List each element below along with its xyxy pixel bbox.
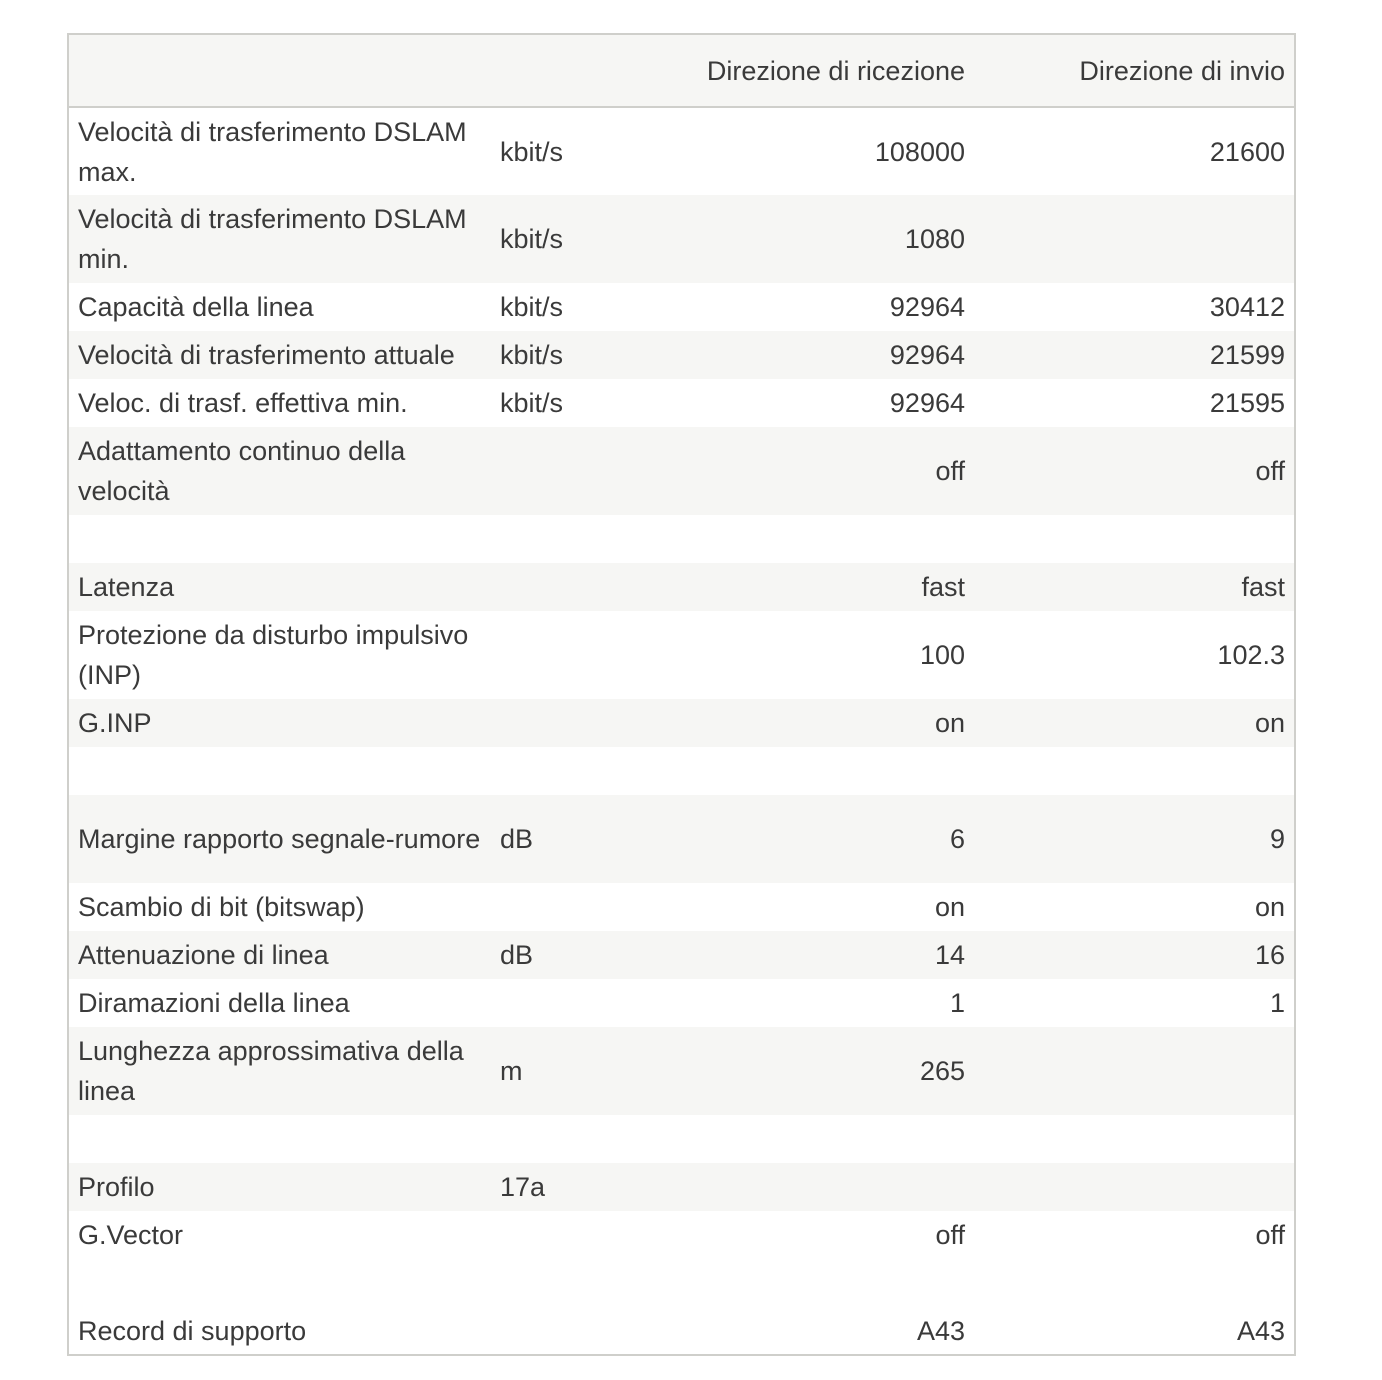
row-unit [491, 427, 641, 515]
row-rx-value: 265 [919, 1056, 965, 1086]
table-row [68, 795, 1295, 883]
row-rx-value: 1080 [904, 224, 965, 254]
spacer-cell [68, 747, 1295, 795]
row-rx-value: off [935, 456, 965, 486]
row-tx-value: on [1254, 892, 1285, 922]
row-label: Veloc. di trasf. effettiva min. [78, 388, 408, 418]
row-unit [491, 563, 641, 611]
row-rx-value: 6 [949, 824, 965, 854]
table-row [68, 699, 1295, 747]
row-tx-value: 30412 [1209, 292, 1285, 322]
row-rx-value: 92964 [889, 388, 965, 418]
table-row [68, 931, 1295, 979]
row-label: Lunghezza approssimativa della linea [78, 1036, 464, 1106]
spacer-cell [68, 515, 1295, 563]
row-unit: dB [500, 940, 534, 970]
row-label: Attenuazione di linea [78, 940, 329, 970]
row-tx-value: 102.3 [1217, 640, 1285, 670]
table-row [68, 1307, 1295, 1355]
table-header-row [68, 34, 1295, 107]
dsl-info-table [67, 33, 1296, 1356]
table-row [68, 563, 1295, 611]
table-row [68, 883, 1295, 931]
row-label: Record di supporto [78, 1315, 307, 1346]
row-rx-value: 92964 [889, 292, 965, 322]
spacer-cell [68, 1115, 1295, 1163]
row-label: Profilo [78, 1172, 155, 1202]
row-tx-value: 21600 [1209, 136, 1285, 167]
row-tx-value: 16 [1254, 940, 1285, 970]
row-label: Latenza [78, 572, 175, 602]
table-row [68, 1211, 1295, 1259]
header-label [68, 34, 491, 107]
row-tx-value [974, 1163, 1295, 1211]
row-unit [491, 883, 641, 931]
row-unit: m [500, 1056, 523, 1086]
spacer-row [68, 515, 1295, 563]
spacer-row [68, 1259, 1295, 1307]
row-unit: kbit/s [500, 388, 564, 418]
row-label: Capacità della linea [78, 292, 314, 322]
row-rx-value [641, 1163, 974, 1211]
row-unit: dB [500, 824, 534, 854]
table-row [68, 379, 1295, 427]
row-tx-value: fast [1241, 572, 1285, 602]
row-tx-value: on [1254, 708, 1285, 738]
row-tx-value [974, 195, 1295, 283]
spacer-cell [68, 1259, 1295, 1307]
row-unit [491, 1307, 641, 1355]
table-row [68, 611, 1295, 699]
table-row [68, 195, 1295, 283]
row-unit: kbit/s [500, 224, 564, 254]
table-row [68, 107, 1295, 195]
row-tx-value: 9 [1269, 824, 1285, 854]
header-unit [491, 34, 641, 107]
row-label: Adattamento continuo della velocità [78, 436, 406, 506]
row-label: Velocità di trasferimento DSLAM min. [78, 204, 467, 274]
table-row [68, 331, 1295, 379]
row-unit [491, 611, 641, 699]
row-rx-value: on [934, 892, 965, 922]
table-row [68, 427, 1295, 515]
row-rx-value: 100 [919, 640, 965, 670]
row-rx-value: A43 [916, 1315, 965, 1346]
row-label: Scambio di bit (bitswap) [78, 892, 365, 922]
header-receive-direction: Direzione di ricezione [641, 34, 974, 107]
row-rx-value: 92964 [889, 340, 965, 370]
row-tx-value: 1 [1269, 988, 1285, 1018]
row-tx-value: off [1255, 456, 1285, 486]
table-row [68, 283, 1295, 331]
row-unit: kbit/s [500, 340, 564, 370]
row-unit: 17a [500, 1172, 546, 1202]
row-label: G.Vector [78, 1220, 184, 1250]
table-row [68, 979, 1295, 1027]
row-rx-value: on [934, 708, 965, 738]
header-send-direction: Direzione di invio [974, 34, 1295, 107]
row-label: Margine rapporto segnale-rumore [78, 824, 481, 854]
row-rx-value: fast [921, 572, 965, 602]
row-label: Diramazioni della linea [78, 988, 350, 1018]
row-unit [491, 699, 641, 747]
row-tx-value: 21599 [1209, 340, 1285, 370]
row-tx-value: A43 [1236, 1315, 1285, 1346]
table-row [68, 1163, 1295, 1211]
row-rx-value: 1 [949, 988, 965, 1018]
row-label: Velocità di trasferimento DSLAM max. [78, 116, 467, 187]
row-unit: kbit/s [500, 136, 564, 167]
row-unit: kbit/s [500, 292, 564, 322]
row-tx-value: 21595 [1209, 388, 1285, 418]
row-unit [491, 979, 641, 1027]
row-label: Velocità di trasferimento attuale [78, 340, 455, 370]
row-rx-value: 108000 [874, 136, 965, 167]
table-row [68, 1027, 1295, 1115]
row-label: Protezione da disturbo impulsivo (INP) [78, 620, 469, 690]
row-rx-value: off [935, 1220, 965, 1250]
spacer-row [68, 1115, 1295, 1163]
row-tx-value: off [1255, 1220, 1285, 1250]
row-label: G.INP [78, 708, 152, 738]
row-unit [491, 1211, 641, 1259]
row-rx-value: 14 [934, 940, 965, 970]
spacer-row [68, 747, 1295, 795]
row-tx-value [974, 1027, 1295, 1115]
